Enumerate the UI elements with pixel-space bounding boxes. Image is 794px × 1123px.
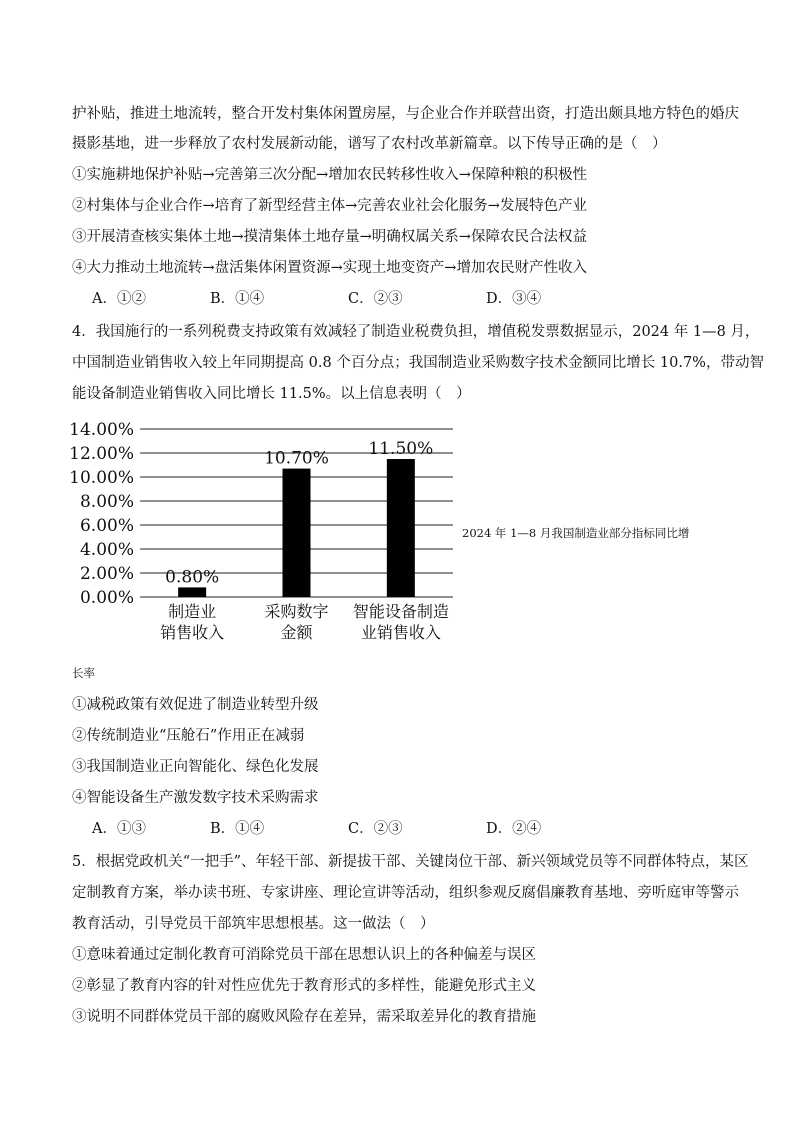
q4-option-b[interactable]: B．①④ xyxy=(210,821,265,837)
q4-stem-line-3: 能设备制造业销售收入同比增长 11.5%。以上信息表明（ ） xyxy=(72,386,471,402)
data-label: 0.80% xyxy=(165,567,220,588)
q3-item-3: ③开展清查核实集体土地→摸清集体土地存量→明确权属关系→保障农民合法权益 xyxy=(72,229,587,245)
q4-item-3: ③我国制造业正向智能化、绿色化发展 xyxy=(72,759,319,775)
chart-title: 2024 年 1—8 月我国制造业部分指标同比增 xyxy=(462,526,690,540)
y-tick-label: 6.00% xyxy=(79,516,134,536)
x-tick-label: 金额 xyxy=(280,623,313,642)
q5-stem-line-3: 教育活动，引导党员干部筑牢思想根基。这一做法（ ） xyxy=(72,916,435,932)
q4-item-2: ②传统制造业“压舱石”作用正在减弱 xyxy=(72,728,305,744)
q5-item-3: ③说明不同群体党员干部的腐败风险存在差异，需采取差异化的教育措施 xyxy=(72,1009,536,1025)
y-tick-label: 8.00% xyxy=(79,492,134,512)
data-label: 10.70% xyxy=(264,448,329,469)
q5-item-2: ②彰显了教育内容的针对性应优先于教育形式的多样性，能避免形式主义 xyxy=(72,978,536,994)
x-tick-label: 智能设备制造 xyxy=(352,602,449,621)
q4-option-a[interactable]: A．①③ xyxy=(92,821,146,837)
q3-option-c[interactable]: C．②③ xyxy=(348,291,403,307)
y-tick-label: 14.00% xyxy=(69,420,134,440)
q5-stem-line-2: 定制教育方案，举办读书班、专家讲座、理论宣讲等活动，组织参观反腐倡廉教育基地、旁听庭审等警示 xyxy=(72,885,739,901)
q3-stem-line-2: 摄影基地，进一步释放了农村发展新动能，谱写了农村改革新篇章。以下传导正确的是（ ） xyxy=(72,136,667,152)
q5-stem-line-1: 5．根据党政机关“一把手”、年轻干部、新提拔干部、关键岗位干部、新兴领域党员等不同群体特点，某区 xyxy=(72,854,749,870)
q4-item-1: ①减税政策有效促进了制造业转型升级 xyxy=(72,697,319,713)
q3-item-1: ①实施耕地保护补贴→完善第三次分配→增加农民转移性收入→保障种粮的积极性 xyxy=(72,167,587,183)
x-tick-label: 业销售收入 xyxy=(360,623,441,642)
data-label: 11.50% xyxy=(368,439,434,459)
x-tick-label: 制造业 xyxy=(168,602,217,621)
q4-stem-line-1: 4．我国施行的一系列税费支持政策有效减轻了制造业税费负担，增值税发票数据显示，2024 年 1—8 月， xyxy=(72,324,760,340)
q3-stem-line-1: 护补贴，推进土地流转，整合开发村集体闲置房屋，与企业合作并联营出资，打造出颇具地方特色的婚庆 xyxy=(72,106,739,122)
bar xyxy=(387,459,415,597)
x-tick-label: 销售收入 xyxy=(160,623,225,642)
x-tick-label: 采购数字 xyxy=(264,602,329,621)
y-tick-label: 0.00% xyxy=(79,588,134,608)
y-tick-label: 10.00% xyxy=(69,468,134,488)
q3-option-b[interactable]: B．①④ xyxy=(210,291,265,307)
q5-item-1: ①意味着通过定制化教育可消除党员干部在思想认识上的各种偏差与误区 xyxy=(72,947,536,963)
chart-title-continued: 长率 xyxy=(72,666,95,680)
q4-option-d[interactable]: D．②④ xyxy=(486,821,542,837)
y-tick-label: 12.00% xyxy=(69,444,134,464)
q4-stem-line-2: 中国制造业销售收入较上年同期提高 0.8 个百分点；我国制造业采购数字技术金额同比增长 10.7%，带动智 xyxy=(72,355,764,371)
q4-option-c[interactable]: C．②③ xyxy=(348,821,403,837)
bar-chart xyxy=(60,415,460,650)
q3-option-a[interactable]: A．①② xyxy=(92,291,146,307)
q3-option-d[interactable]: D．③④ xyxy=(486,291,542,307)
y-tick-label: 2.00% xyxy=(79,564,134,584)
bar xyxy=(178,587,206,597)
y-tick-label: 4.00% xyxy=(79,540,134,560)
bar xyxy=(283,469,311,597)
q4-item-4: ④智能设备生产激发数字技术采购需求 xyxy=(72,790,319,806)
q3-item-2: ②村集体与企业合作→培育了新型经营主体→完善农业社会化服务→发展特色产业 xyxy=(72,198,587,214)
q3-item-4: ④大力推动土地流转→盘活集体闲置资源→实现土地变资产→增加农民财产性收入 xyxy=(72,260,587,276)
